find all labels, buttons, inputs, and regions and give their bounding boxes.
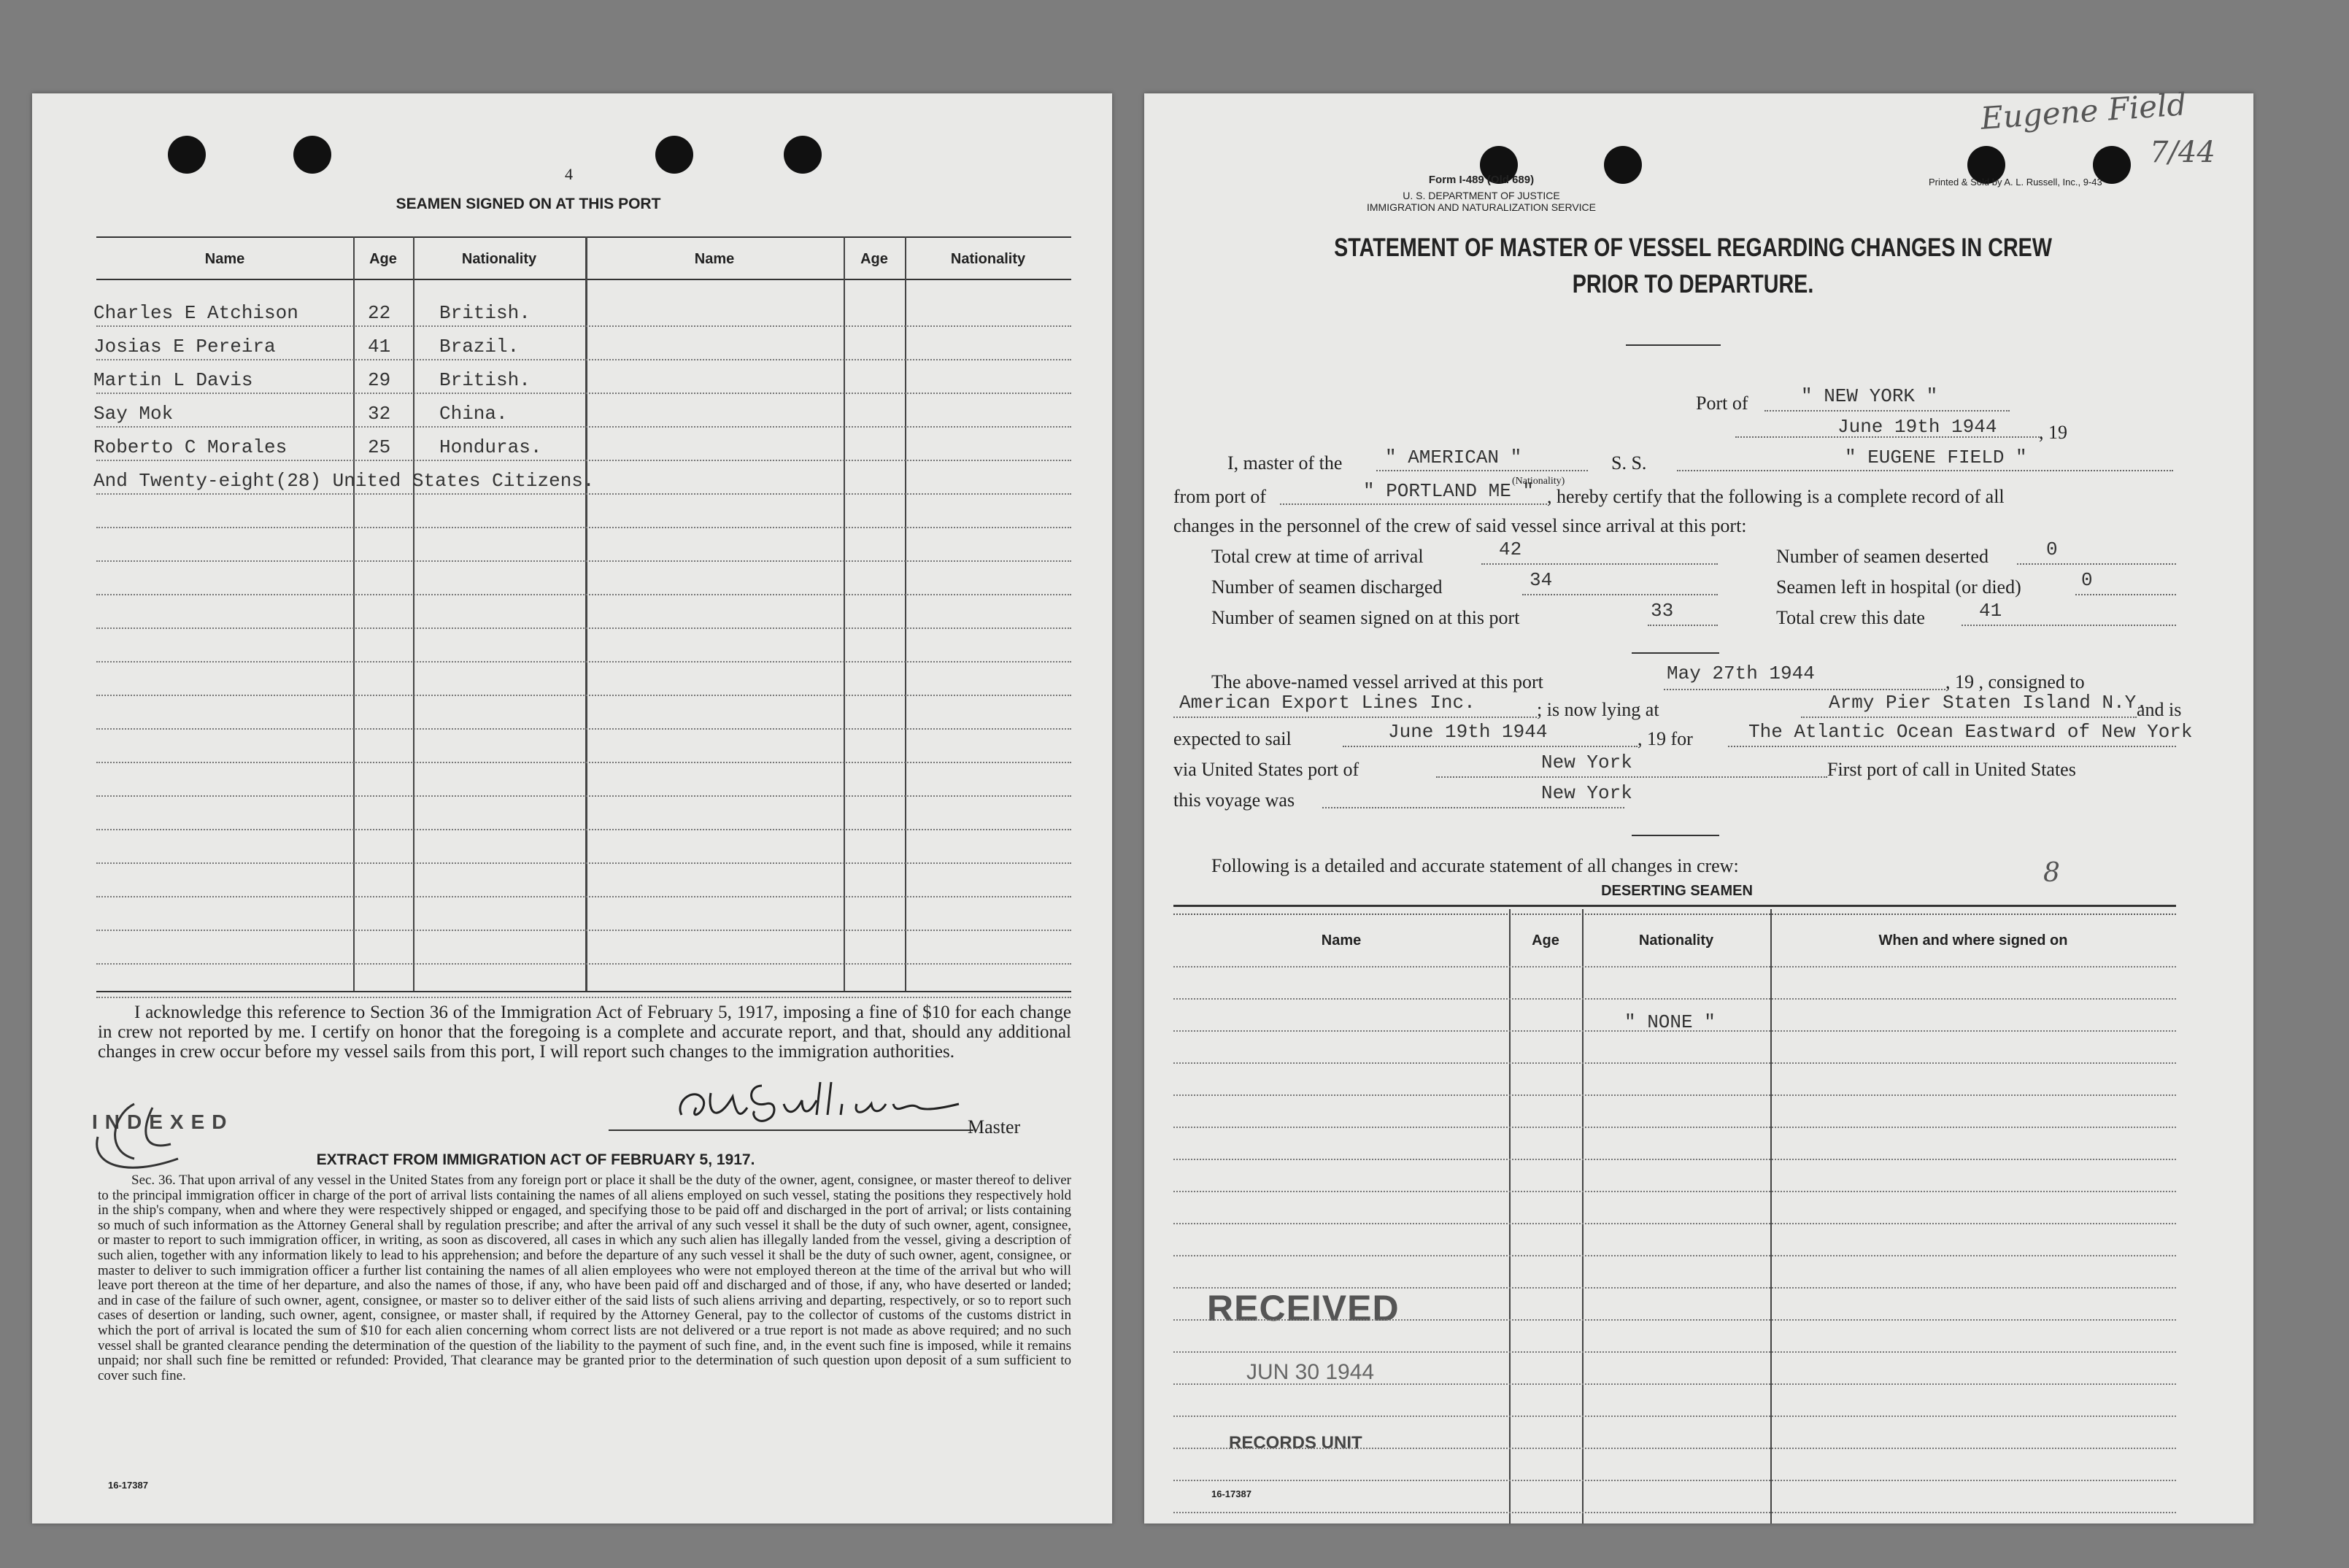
lying-fill-line	[1801, 717, 2137, 718]
punch-hole	[784, 136, 822, 174]
via-port-value: New York	[1541, 752, 1632, 773]
table-rule-line	[96, 896, 1071, 897]
stat-fill-line	[1481, 563, 1718, 565]
sail-date: June 19th 1944	[1388, 721, 1548, 743]
seaman-age: 25	[368, 436, 391, 458]
voyage-label: this voyage was	[1173, 789, 1295, 811]
handwritten-date-note: 7/44	[2150, 136, 2215, 169]
indexed-stamp: INDEXED	[92, 1111, 234, 1133]
right-page	[1144, 86, 2253, 1523]
seaman-nationality: Brazil.	[439, 336, 520, 358]
stat-fill-line	[1962, 625, 2176, 626]
stat-fill-line	[1522, 594, 1718, 595]
section-rule	[1632, 835, 1719, 836]
initials-scribble	[83, 1100, 185, 1181]
seaman-name: Charles E Atchison	[93, 302, 298, 324]
table-rule-line	[96, 862, 1071, 864]
column-divider	[353, 236, 355, 991]
punch-hole	[168, 136, 206, 174]
handwritten-vessel-note: Eugene Field	[1979, 86, 2188, 136]
deserting-rule-line	[1173, 1223, 2176, 1224]
table-rule-line	[96, 963, 1071, 965]
page-number: 4	[565, 165, 573, 183]
column-header-age: Age	[369, 251, 397, 267]
deserting-rule-line	[1173, 1255, 2176, 1256]
column-header-age: Age	[860, 251, 888, 267]
column-divider	[585, 236, 587, 991]
deserting-rule-line	[1173, 1159, 2176, 1160]
seaman-age: 29	[368, 369, 391, 391]
table-rule-line	[96, 460, 1071, 461]
deserting-column-divider	[1582, 909, 1584, 1523]
deserting-table-top	[1173, 905, 2176, 907]
form-title-line1: STATEMENT OF MASTER OF VESSEL REGARDING CHANGES IN CREW	[1334, 233, 2052, 262]
form-code: 16-17387	[1211, 1488, 1251, 1499]
table-rule-line	[96, 594, 1071, 595]
form-id: Form I-489 (Old 689)	[1428, 174, 1535, 186]
arrived-fill-line	[1664, 689, 1945, 690]
section-rule	[1632, 652, 1719, 654]
column-header-nationality: Nationality	[950, 251, 1026, 267]
table-rule-line	[96, 527, 1071, 528]
table-rule-line	[96, 560, 1071, 562]
hospital-value: 0	[2081, 569, 2093, 591]
seaman-age: 41	[368, 336, 391, 358]
first-port-value: New York	[1541, 782, 1632, 804]
deserting-rule-line	[1173, 1062, 2176, 1064]
port-label: Port of	[1696, 393, 1748, 414]
table-rule-line	[96, 426, 1071, 428]
first-port-label: First port of call in United States	[1827, 759, 2076, 780]
column-header-nationality: Nationality	[461, 251, 537, 267]
expected-sail-label: expected to sail	[1173, 728, 1292, 749]
crew-at-arrival-label: Total crew at time of arrival	[1211, 546, 1424, 567]
table-rule-line	[96, 997, 1071, 998]
ss-label: S. S.	[1611, 452, 1647, 474]
from-port-value: " PORTLAND ME "	[1363, 480, 1535, 502]
deserting-rule-line	[1173, 1383, 2176, 1385]
table-header-border	[96, 279, 1071, 280]
consignee: American Export Lines Inc.	[1179, 692, 1476, 714]
seaman-name: Martin L Davis	[93, 369, 253, 391]
printer-credit: Printed & Sold by A. L. Russell, Inc., 9-43	[1929, 177, 2102, 188]
seaman-name: Josias E Pereira	[93, 336, 276, 358]
deserting-rule-line	[1173, 1351, 2176, 1353]
nationality-fill-line	[1376, 470, 1588, 471]
form-title-line2: PRIOR TO DEPARTURE.	[1572, 270, 1814, 298]
acknowledgement-text: I acknowledge this reference to Section 36 of the Immigration Act of February 5, 1917, imposing a fine of $10 for each change in crew not reported by me. I certify on honor that the foregoing is a complete and accurate report, and that, should any additional changes in crew occur before my vessel sails from this port, I will report such changes to the immigration authorities.	[98, 1003, 1071, 1062]
deserted-value: 0	[2046, 538, 2058, 560]
punch-hole	[655, 136, 693, 174]
from-port-fill-line	[1280, 503, 1547, 505]
deserting-header-nationality: Nationality	[1638, 932, 1714, 949]
total-crew-label: Total crew this date	[1776, 607, 1925, 628]
department-name: U. S. DEPARTMENT OF JUSTICE	[1403, 190, 1560, 201]
table-rule-line	[96, 627, 1071, 629]
punch-hole	[293, 136, 331, 174]
lying-label: ; is now lying at	[1537, 699, 1659, 720]
vessel-name: " EUGENE FIELD "	[1845, 447, 2027, 468]
stat-fill-line	[2017, 563, 2176, 565]
table-rule-line	[96, 661, 1071, 663]
deserting-table-top-inner	[1173, 914, 2176, 915]
deserting-header-signed-on: When and where signed on	[1878, 932, 2068, 949]
consignee-fill-line	[1173, 717, 1537, 718]
extract-text: Sec. 36. That upon arrival of any vessel in the United States from any foreign port or place it shall be the duty of the owner, agent, consignee, or master thereof to deliver to the principal immigration officer in charge of the port of arrival lists containing the names of all aliens employed on such vessel, stating the positions they respectively hold in the ship's company, when and where they were respectively shipped or engaged, and specifying those to be paid off and discharged in the port of arrival; or lists containing so much of such information as the Attorney General shall by regulation prescribe; and after the arrival of any such vessel it shall be the duty of such owner, agent, consignee, or master to report to such immigration officer, in writing, as soon as discovered, all cases in which any such alien has illegally landed from the vessel, giving a description of such alien, together with any information likely to lead to his apprehension; and before the departure of any such vessel it shall be the duty of such owner, agent, consignee, or master to deliver to such immigration officer a further list containing the names of all alien employees who were not employed thereon at the time of the arrival but who will leave port thereon at the time of her departure, and also the names of those, if any, who have been paid off and discharged and of those, if any, who have deserted or landed; and in case of the failure of such owner, agent, consignee, or master so to deliver either of the said lists of such aliens arriving and departing, respectively, or so to report such cases of desertion or landing, such owner, agent, consignee, or master shall, if required by the Attorney General, pay to the collector of customs of the customs district in which the port of arrival is located the sum of $10 for each alien concerning whom correct lists are not delivered or a true report is not made as above required; and no such vessel shall be granted clearance pending the determination of the question of the liability to the payment of such fine, and, in the event such fine is imposed, while it remains unpaid; nor shall such fine be remitted or refunded: Provided, That clearance may be granted prior to the determination of such question upon deposit of a sum sufficient to cover such fine.	[98, 1173, 1071, 1383]
total-crew-value: 41	[1979, 600, 2002, 622]
deserted-label: Number of seamen deserted	[1776, 546, 1989, 567]
seaman-name: Roberto C Morales	[93, 436, 288, 458]
consigned-label: , 19 , consigned to	[1945, 671, 2085, 692]
table-rule-line	[96, 393, 1071, 394]
margin-number: 8	[2043, 858, 2060, 888]
hospital-label: Seamen left in hospital (or died)	[1776, 576, 2021, 598]
crew-at-arrival-value: 42	[1499, 538, 1522, 560]
deserting-header-name: Name	[1321, 932, 1362, 949]
table-rule-line	[96, 695, 1071, 696]
lying-location: Army Pier Staten Island N.Y.	[1829, 692, 2148, 714]
form-code: 16-17387	[108, 1480, 148, 1491]
table-rule-line	[96, 762, 1071, 763]
signed-on-label: Number of seamen signed on at this port	[1211, 607, 1520, 628]
stat-fill-line	[1648, 625, 1718, 626]
seaman-nationality: China.	[439, 403, 508, 425]
table-rule-line	[96, 829, 1071, 830]
column-header-name: Name	[694, 251, 735, 267]
seaman-name: Say Mok	[93, 403, 174, 425]
table-rule-line	[96, 359, 1071, 360]
title-rule	[1626, 344, 1721, 346]
left-page	[32, 93, 1112, 1523]
table-rule-line	[96, 728, 1071, 730]
column-divider	[844, 236, 845, 991]
deserting-rule-line	[1173, 1030, 2176, 1032]
deserting-rule-line	[1173, 1416, 2176, 1417]
table-rule-line	[96, 493, 1071, 495]
table-rule-line	[96, 325, 1071, 327]
arrived-date: May 27th 1944	[1667, 663, 1815, 684]
master-signature	[667, 1071, 973, 1137]
nationality-caption: (Nationality)	[1512, 476, 1565, 487]
certify-text: , hereby certify that the following is a complete record of all	[1547, 486, 2005, 507]
following-label: Following is a detailed and accurate statement of all changes in crew:	[1211, 855, 1739, 876]
punch-hole	[1604, 146, 1642, 184]
deserting-rule-line	[1173, 1448, 2176, 1449]
via-port-fill-line	[1436, 776, 1827, 778]
table-top-border	[96, 236, 1071, 238]
deserting-column-divider	[1509, 909, 1511, 1523]
deserting-rule-line	[1173, 1319, 2176, 1321]
deserting-header-age: Age	[1532, 932, 1559, 949]
sail-date-fill-line	[1343, 746, 1638, 747]
table-bottom-border	[96, 991, 1071, 992]
stat-fill-line	[2075, 594, 2176, 595]
destination-fill-line	[1728, 746, 2176, 747]
deserting-rule-line	[1173, 1480, 2176, 1481]
deserting-title: DESERTING SEAMEN	[1601, 883, 1753, 899]
section-title: SEAMEN SIGNED ON AT THIS PORT	[396, 196, 661, 212]
deserting-column-divider	[1770, 909, 1772, 1523]
port-value: " NEW YORK "	[1801, 385, 1938, 407]
first-port-fill-line	[1322, 807, 1624, 808]
column-header-name: Name	[204, 251, 245, 267]
statement-date: June 19th 1944	[1837, 416, 1997, 438]
port-fill-line	[1764, 410, 2010, 412]
discharged-label: Number of seamen discharged	[1211, 576, 1443, 598]
signature-role: Master	[968, 1116, 1021, 1138]
discharged-value: 34	[1530, 569, 1553, 591]
and-is-label: and is	[2137, 699, 2182, 720]
seaman-nationality: Honduras.	[439, 436, 542, 458]
seaman-nationality: British.	[439, 369, 531, 391]
from-port-label: from port of	[1173, 486, 1267, 507]
signed-on-value: 33	[1651, 600, 1674, 622]
seaman-nationality: British.	[439, 302, 531, 324]
deserting-rule-line	[1173, 1512, 2176, 1513]
via-port-label: via United States port of	[1173, 759, 1359, 780]
seaman-age: 22	[368, 302, 391, 324]
received-stamp-date: JUN 30 1944	[1246, 1360, 1375, 1384]
deserting-rule-line	[1173, 1287, 2176, 1289]
deserting-rule-line	[1173, 966, 2176, 968]
deserting-rule-line	[1173, 1127, 2176, 1128]
received-stamp-unit: RECORDS UNIT	[1229, 1433, 1362, 1453]
vessel-fill-line	[1677, 470, 2173, 471]
year-prefix: , 19	[2039, 422, 2067, 443]
received-stamp: RECEIVED	[1207, 1288, 1400, 1329]
service-name: IMMIGRATION AND NATURALIZATION SERVICE	[1367, 201, 1596, 213]
deserting-rule-line	[1173, 1191, 2176, 1192]
column-divider	[413, 236, 414, 991]
extract-title: EXTRACT FROM IMMIGRATION ACT OF FEBRUARY 5, 1917.	[316, 1151, 755, 1168]
citizens-note: And Twenty-eight(28) United States Citizens.	[93, 470, 595, 492]
deserting-entry: " NONE "	[1624, 1011, 1716, 1033]
deserting-rule-line	[1173, 998, 2176, 1000]
seaman-age: 32	[368, 403, 391, 425]
certify-text-2: changes in the personnel of the crew of said vessel since arrival at this port:	[1173, 515, 1747, 536]
date-fill-line	[1735, 436, 2042, 438]
table-rule-line	[96, 930, 1071, 931]
deserting-rule-line	[1173, 1094, 2176, 1096]
arrived-label: The above-named vessel arrived at this port	[1211, 671, 1543, 692]
table-rule-line	[96, 795, 1071, 797]
master-prefix: I, master of the	[1227, 452, 1343, 474]
destination: The Atlantic Ocean Eastward of New York	[1748, 721, 2193, 743]
signature-line	[609, 1129, 973, 1131]
vessel-nationality: " AMERICAN "	[1385, 447, 1522, 468]
column-divider	[905, 236, 906, 991]
for-label: , 19 for	[1638, 728, 1693, 749]
